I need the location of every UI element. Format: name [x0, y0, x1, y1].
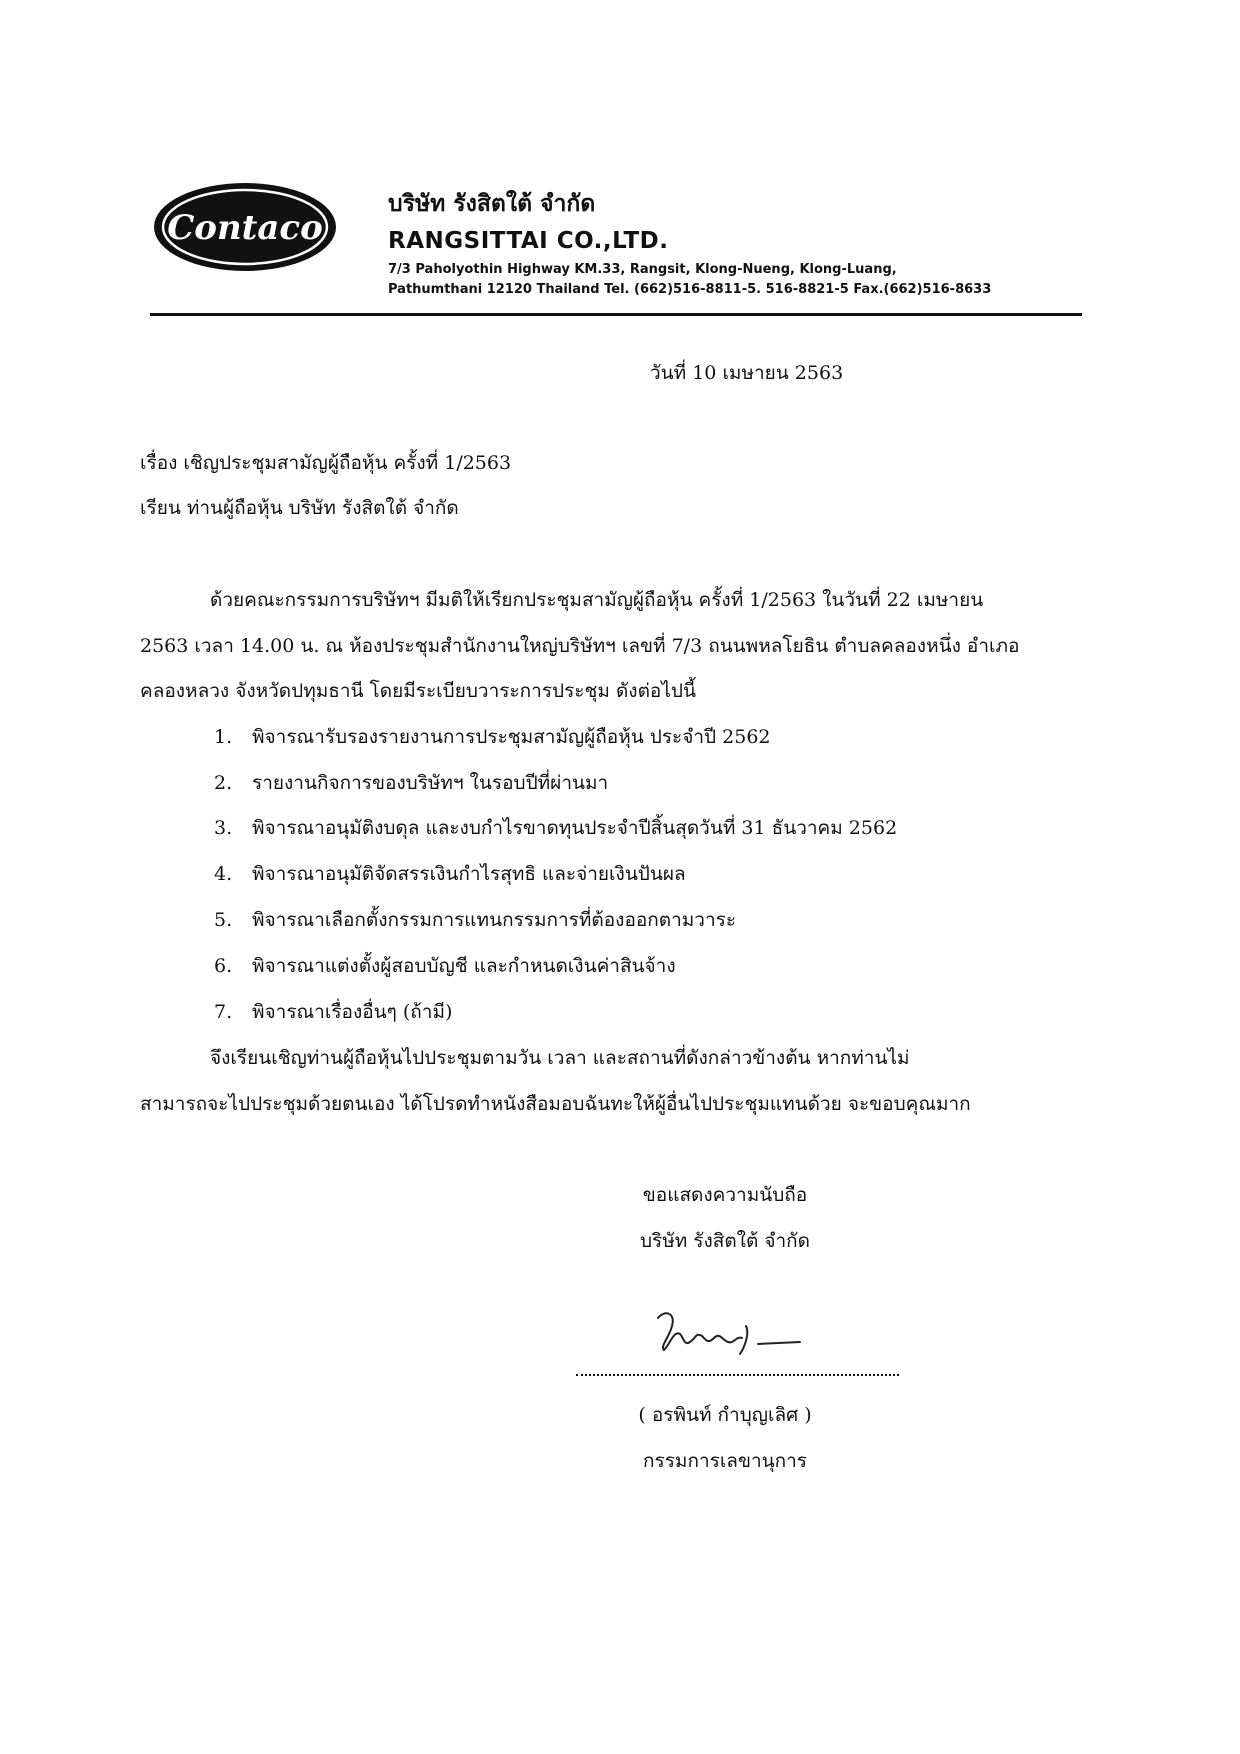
agenda-number: 5. [214, 909, 233, 931]
agenda-number: 7. [214, 1001, 233, 1023]
agenda-text: พิจารณาเรื่องอื่นๆ (ถ้ามี) [252, 1001, 453, 1023]
agenda-number: 6. [214, 955, 233, 977]
company-address-line2: Pathumthani 12120 Thailand Tel. (662)516-8811-5. 516-8821-5 Fax.(662)516-8633 [388, 282, 992, 297]
logo-text: Contaco [167, 208, 323, 248]
signoff-regards: ขอแสดงความนับถือ [642, 1184, 808, 1206]
agenda-number: 4. [214, 863, 233, 885]
agenda-text: พิจารณาเลือกตั้งกรรมการแทนกรรมการที่ต้องออกตามวาระ [252, 909, 737, 931]
letter-subject: เรื่อง เชิญประชุมสามัญผู้ถือหุ้น ครั้งที่ 1/2563 [140, 452, 512, 474]
closing-line-1: จึงเรียนเชิญท่านผู้ถือหุ้นไปประชุมตามวัน เวลา และสถานที่ดังกล่าวข้างต้น หากท่านไม่ [210, 1047, 910, 1069]
agenda-text: รายงานกิจการของบริษัทฯ ในรอบปีที่ผ่านมา [252, 772, 609, 794]
agenda-text: พิจารณาอนุมัติงบดุล และงบกำไรขาดทุนประจำปีสิ้นสุดวันที่ 31 ธันวาคม 2562 [252, 817, 898, 839]
signoff-company: บริษัท รังสิตใต้ จำกัด [639, 1230, 811, 1252]
handwritten-signature [650, 1300, 810, 1360]
letter-recipient: เรียน ท่านผู้ถือหุ้น บริษัท รังสิตใต้ จำกัด [140, 497, 459, 519]
signatory-title: กรรมการเลขานุการ [643, 1450, 807, 1472]
agenda-item [214, 768, 608, 798]
agenda-item [214, 997, 452, 1027]
agenda-item [214, 722, 771, 752]
agenda-text: พิจารณารับรองรายงานการประชุมสามัญผู้ถือหุ้น ประจำปี 2562 [252, 726, 771, 748]
agenda-text: พิจารณาแต่งตั้งผู้สอบบัญชี และกำหนดเงินค่าสินจ้าง [252, 955, 676, 977]
agenda-item [214, 951, 676, 981]
agenda-item [214, 905, 736, 935]
company-name-thai: บริษัท รังสิตใต้ จำกัด [388, 191, 596, 217]
body-line-2: 2563 เวลา 14.00 น. ณ ห้องประชุมสำนักงานใหญ่บริษัทฯ เลขที่ 7/3 ถนนพหลโยธิน ตำบลคลองหนึ่ง อำเภอ [140, 635, 1020, 657]
closing-line-2: สามารถจะไปประชุมด้วยตนเอง ได้โปรดทำหนังสือมอบฉันทะให้ผู้อื่นไปประชุมแทนด้วย จะขอบคุณมาก [140, 1093, 971, 1115]
agenda-text: พิจารณาอนุมัติจัดสรรเงินกำไรสุทธิ และจ่ายเงินปันผล [252, 863, 686, 885]
letter-date: วันที่ 10 เมษายน 2563 [650, 362, 844, 384]
agenda-number: 2. [214, 772, 233, 794]
company-name-english: RANGSITTAI CO.,LTD. [388, 228, 669, 254]
letterhead-divider [150, 313, 1082, 316]
signatory-name: ( อรพินท์ กำบุญเลิศ ) [638, 1404, 812, 1426]
signature-line [576, 1374, 899, 1376]
body-line-1: ด้วยคณะกรรมการบริษัทฯ มีมติให้เรียกประชุมสามัญผู้ถือหุ้น ครั้งที่ 1/2563 ในวันที่ 22 เมษายน [210, 589, 984, 611]
agenda-number: 3. [214, 817, 233, 839]
company-address-line1: 7/3 Paholyothin Highway KM.33, Rangsit, Klong-Nueng, Klong-Luang, [388, 262, 897, 277]
agenda-number: 1. [214, 726, 233, 748]
agenda-item [214, 813, 897, 843]
company-logo [152, 181, 338, 273]
body-line-3: คลองหลวง จังหวัดปทุมธานี โดยมีระเบียบวาระการประชุม ดังต่อไปนี้ [140, 680, 696, 702]
agenda-item [214, 859, 686, 889]
